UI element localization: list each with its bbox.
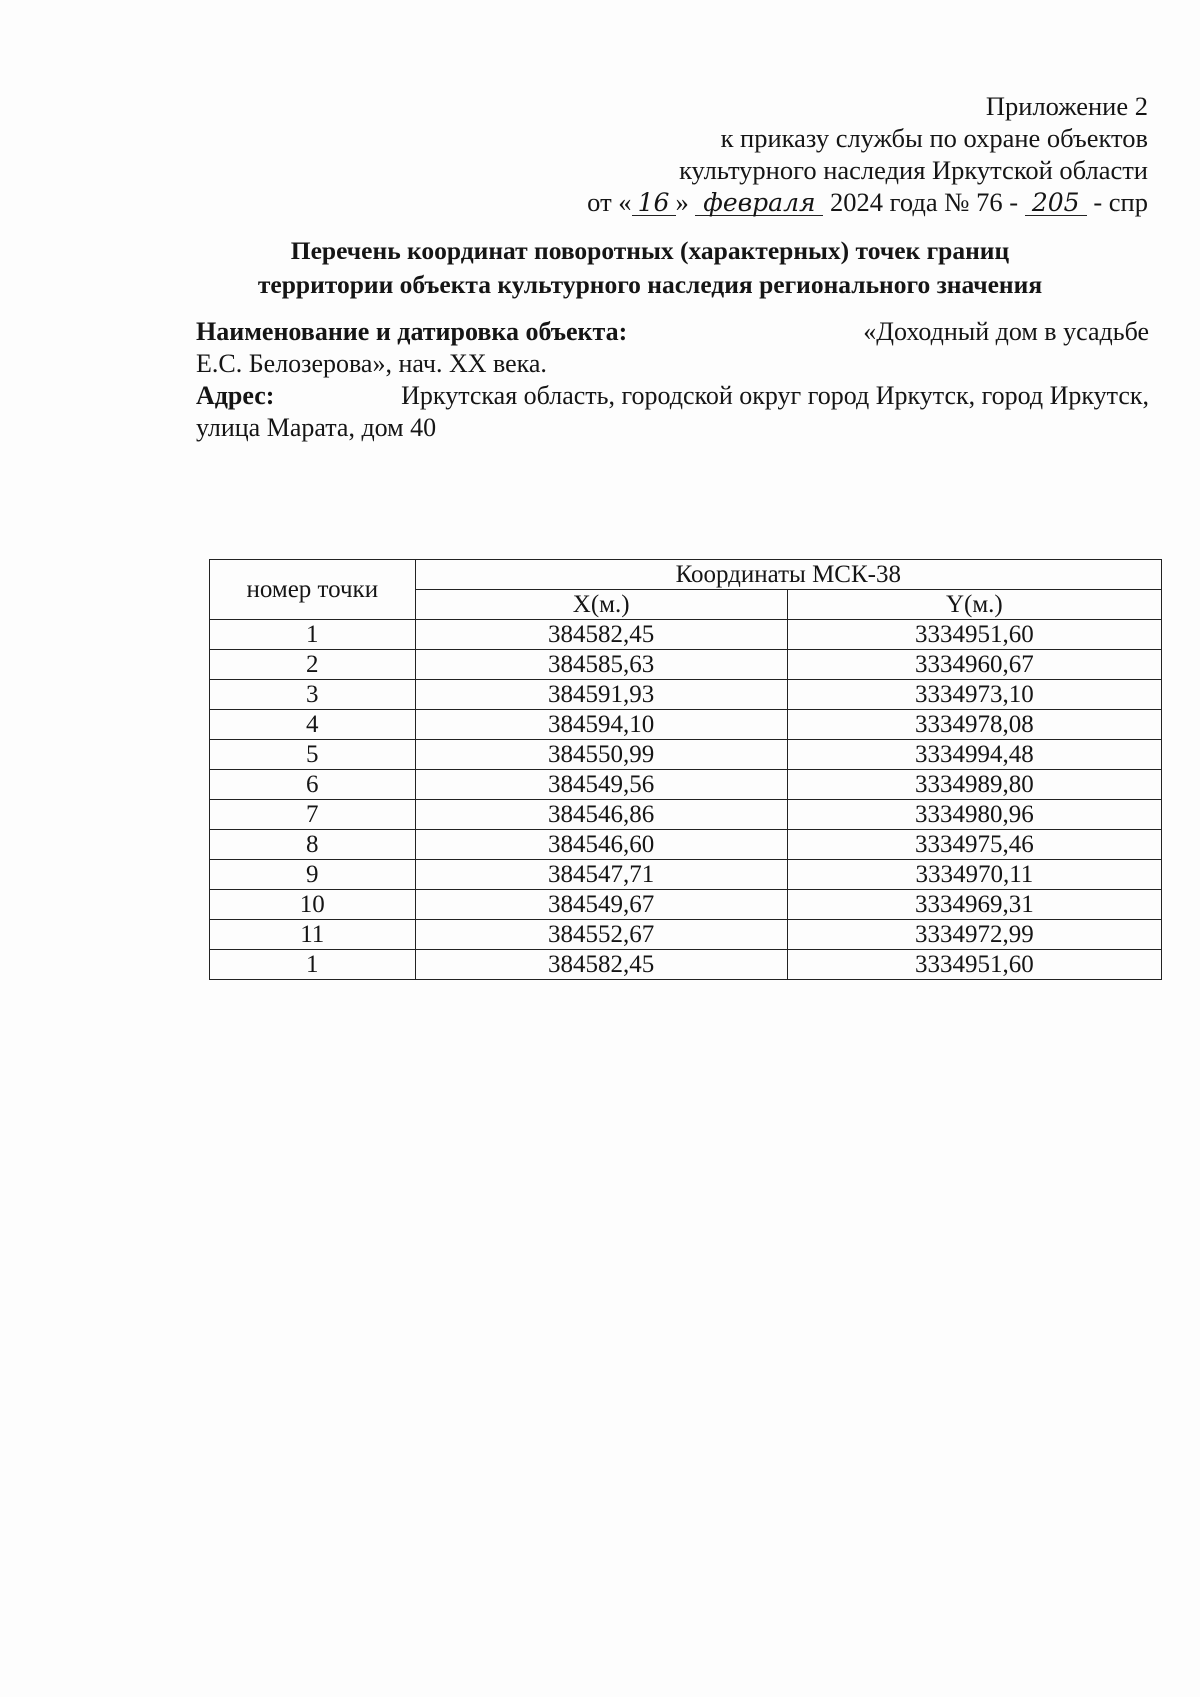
object-name-value-2: Е.С. Белозерова», нач. XX века. [196,349,547,378]
x-coordinate-cell: 384591,93 [415,680,787,710]
object-info [196,316,1149,444]
x-coordinate-cell: 384547,71 [415,860,787,890]
table-header-row [210,560,1162,590]
y-coordinate-cell: 3334994,48 [787,740,1161,770]
title-line-2: территории объекта культурного наследия регионального значения [257,270,1043,299]
x-coordinate-cell: 384582,45 [415,950,787,980]
x-coordinate-cell: 384546,86 [415,800,787,830]
point-number-cell: 2 [210,650,416,680]
point-number-cell: 5 [210,740,416,770]
x-coordinate-cell: 384594,10 [415,710,787,740]
title-line-1: Перечень координат поворотных (характерных) точек границ [290,236,1010,265]
y-coordinate-cell: 3334978,08 [787,710,1161,740]
document-title [150,234,1150,302]
point-number-cell: 3 [210,680,416,710]
y-coordinate-cell: 3334972,99 [787,920,1161,950]
address-label: Адрес: [196,381,275,410]
y-coordinate-cell: 3334975,46 [787,830,1161,860]
table-body [210,620,1162,980]
point-number-cell: 4 [210,710,416,740]
date-quote-close: » [675,187,689,217]
point-number-cell: 6 [210,770,416,800]
table-row [210,800,1162,830]
table-row [210,710,1162,740]
y-coordinate-cell: 3334970,11 [787,860,1161,890]
x-coordinate-cell: 384549,56 [415,770,787,800]
appendix-authority: культурного наследия Иркутской области [679,155,1148,185]
object-name-label: Наименование и датировка объекта: [196,317,628,346]
point-number-cell: 10 [210,890,416,920]
y-coordinate-cell: 3334969,31 [787,890,1161,920]
y-coordinate-cell: 3334973,10 [787,680,1161,710]
handwritten-day: 16 [632,191,676,216]
col-point-header: номер точки [210,560,416,620]
appendix-title: Приложение 2 [985,91,1148,121]
handwritten-month: февраля [695,191,823,216]
date-prefix: от « [587,187,632,217]
point-number-cell: 9 [210,860,416,890]
object-name-value-1: «Доходный дом в усадьбе [863,317,1149,346]
appendix-date-line [587,186,1148,218]
x-coordinate-cell: 384582,45 [415,620,787,650]
point-number-cell: 1 [210,950,416,980]
appendix-order-ref: к приказу службы по охране объектов [720,123,1148,153]
x-coordinate-cell: 384585,63 [415,650,787,680]
table-row [210,770,1162,800]
y-coordinate-cell: 3334951,60 [787,950,1161,980]
table-row [210,950,1162,980]
col-x-header: X(м.) [415,590,787,620]
appendix-header [587,90,1148,218]
y-coordinate-cell: 3334951,60 [787,620,1161,650]
table-row [210,890,1162,920]
table-row [210,830,1162,860]
point-number-cell: 1 [210,620,416,650]
address-value-1: Иркутская область, городской округ город Иркутск, город Иркутск, [401,381,1149,410]
x-coordinate-cell: 384546,60 [415,830,787,860]
address-value-2: улица Марата, дом 40 [196,413,437,442]
table-row [210,650,1162,680]
handwritten-order-number: 205 [1025,191,1087,216]
col-y-header: Y(м.) [787,590,1161,620]
table-row [210,920,1162,950]
table-row [210,680,1162,710]
y-coordinate-cell: 3334960,67 [787,650,1161,680]
point-number-cell: 11 [210,920,416,950]
col-group-header: Координаты МСК-38 [415,560,1161,590]
object-name-line [196,316,1149,348]
y-coordinate-cell: 3334980,96 [787,800,1161,830]
y-coordinate-cell: 3334989,80 [787,770,1161,800]
address-line [196,380,1149,412]
date-year-and-number: 2024 года № 76 - [830,187,1019,217]
table-row [210,620,1162,650]
point-number-cell: 7 [210,800,416,830]
table-row [210,860,1162,890]
coordinates-table [209,559,1162,980]
x-coordinate-cell: 384552,67 [415,920,787,950]
order-suffix: - спр [1093,187,1148,217]
point-number-cell: 8 [210,830,416,860]
x-coordinate-cell: 384549,67 [415,890,787,920]
x-coordinate-cell: 384550,99 [415,740,787,770]
table-row [210,740,1162,770]
